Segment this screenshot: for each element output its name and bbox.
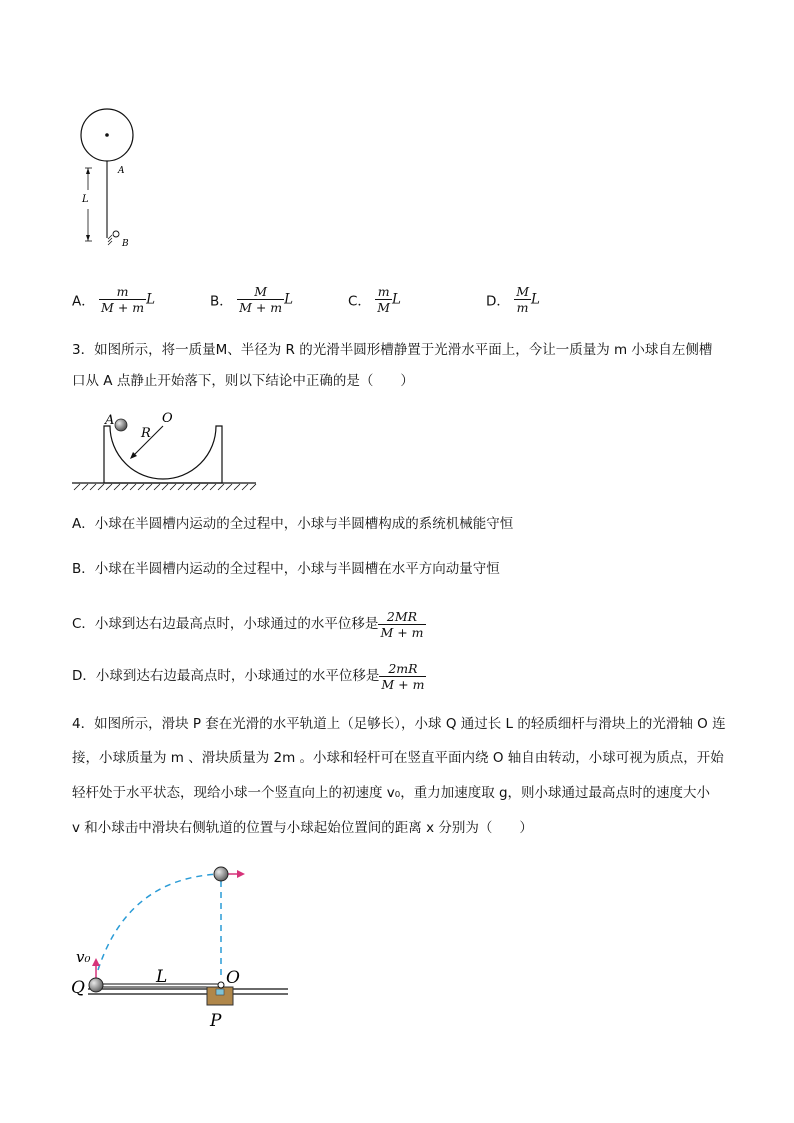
q3-fig-label-o: O <box>162 411 173 426</box>
q3-fig-label-a: A <box>105 413 115 428</box>
fraction: $\frac{M}{m}$ <box>516 284 530 315</box>
q4-fig-label-q: Q <box>71 978 85 998</box>
fraction: $\frac{2mR}{M + m}$ <box>381 660 425 692</box>
q4-stem-line4: v 和小球击中滑块右侧轨道的位置与小球起始位置间的距离 x 分别为（ ） <box>72 820 533 836</box>
q4-fig-label-p: P <box>210 1011 222 1031</box>
fig1-label-b: B <box>122 239 129 249</box>
q3-option-a[interactable]: A．小球在半圆槽内运动的全过程中，小球与半圆槽构成的系统机械能守恒 <box>72 516 514 532</box>
fig1-label-a: A <box>118 166 125 176</box>
fig1-label-l: L <box>82 194 89 205</box>
q4-stem-line1: 4．如图所示，滑块 P 套在光滑的水平轨道上（足够长），小球 Q 通过长 L 的轻质细杆与滑块上的光滑轴 O 连 <box>72 716 726 732</box>
q4-fig-label-v0: v₀ <box>76 948 91 966</box>
q4-fig-label-l: L <box>156 967 168 987</box>
q2-option-c[interactable]: C． $\frac{m}{M}$ L <box>348 284 402 315</box>
fraction: $\frac{m}{M}$ <box>377 284 391 315</box>
q4-stem-line2: 接，小球质量为 m 、滑块质量为 2m 。小球和轻杆可在竖直平面内绕 O 轴自由转动，小球可视为质点，开始 <box>72 750 724 766</box>
half-groove-figure <box>70 408 260 496</box>
q2-option-a[interactable]: A． $\frac{m}{M + m}$ L <box>72 284 156 315</box>
q2-option-b[interactable]: B． $\frac{M}{M + m}$ L <box>210 284 294 315</box>
slider-rod-figure <box>68 858 298 1033</box>
q3-option-d[interactable]: D．小球到达右边最高点时，小球通过的水平位移是 $\frac{2mR}{M + m}$ <box>72 660 425 692</box>
q4-stem-line3: 轻杆处于水平状态，现给小球一个竖直向上的初速度 v₀，重力加速度取 g，则小球通过最高点时的速度大小 <box>72 785 711 801</box>
q3-stem-line2: 口从 A 点静止开始落下，则以下结论中正确的是（ ） <box>72 373 414 389</box>
fraction: $\frac{M}{M + m}$ <box>239 284 283 315</box>
q3-fig-label-r: R <box>141 426 151 441</box>
pulley-figure <box>70 108 160 253</box>
fraction: $\frac{m}{M + m}$ <box>101 284 145 315</box>
q4-fig-label-o: O <box>226 968 240 988</box>
q3-option-b[interactable]: B．小球在半圆槽内运动的全过程中，小球与半圆槽在水平方向动量守恒 <box>72 561 500 577</box>
q3-stem-line1: 3．如图所示，将一质量M、半径为 R 的光滑半圆形槽静置于光滑水平面上，今让一质量为 m 小球自左侧槽 <box>72 342 713 358</box>
q3-option-c[interactable]: C．小球到达右边最高点时，小球通过的水平位移是 $\frac{2MR}{M + m}$ <box>72 608 424 640</box>
q2-option-d[interactable]: D． $\frac{M}{m}$ L <box>486 284 540 315</box>
fraction: $\frac{2MR}{M + m}$ <box>380 608 424 640</box>
